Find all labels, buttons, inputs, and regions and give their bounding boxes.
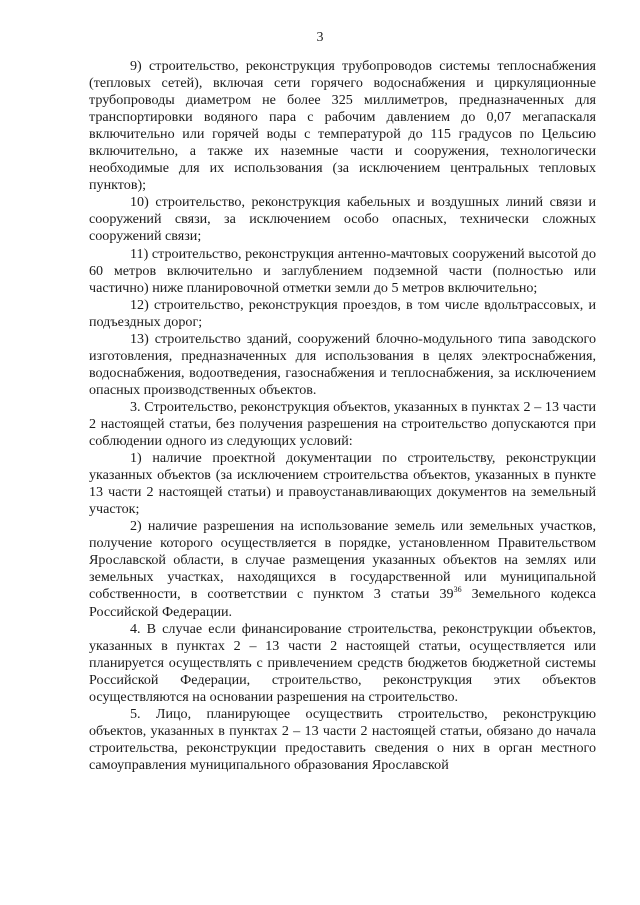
paragraph-item-10: 10) строительство, реконструкция кабельных и воздушных линий связи и сооружений связи, за исключением особо опасных, технически сложных сооружений связи; bbox=[89, 194, 596, 245]
page-number: 3 bbox=[316, 30, 324, 45]
paragraph-item-12: 12) строительство, реконструкция проездов, в том числе вдольтрассовых, и подъездных дорог; bbox=[89, 296, 596, 330]
paragraph-item-11: 11) строительство, реконструкция антенно-мачтовых сооружений высотой до 60 метров включительно и заглублением подземной части (полностью или частично) ниже планировочной отметки земли до 5 метров включительно; bbox=[89, 245, 596, 296]
paragraph-section-3: 3. Строительство, реконструкция объектов, указанных в пунктах 2 – 13 части 2 настоящей статьи, без получения разрешения на строительство допускаются при соблюдении одного из следующих условий: bbox=[89, 398, 596, 450]
document-body bbox=[89, 58, 596, 774]
paragraph-item-9: 9) строительство, реконструкция трубопроводов системы теплоснабжения (тепловых сетей), включая сети горячего водоснабжения и циркуляционные трубопроводы диаметром не более 325 миллиметров, предназначенных для транспортировки водяного пара с рабочим давлением до 0,07 мегапаскаля включительно или горячей воды с температурой до 115 градусов по Цельсию включительно, а также их наземные части и сооружения, технологически необходимые для их использования (за исключением центральных тепловых пунктов); bbox=[89, 58, 596, 194]
paragraph-condition-2-text: 2) наличие разрешения на использование земель или земельных участков, получение которого осуществляется в порядке, установленном Правительством Ярославской области, в случае размещения указанных объектов на землях или земельных участках, находящихся в государственной или муниципальной собственности, в соответствии с пунктом 3 статьи 39 bbox=[89, 518, 596, 603]
paragraph-condition-1: 1) наличие проектной документации по строительству, реконструкции указанных объектов (за исключением строительства объектов, указанных в пункте 13 части 2 настоящей статьи) и правоустанавливающих документов на земельный участок; bbox=[89, 450, 596, 518]
paragraph-condition-2-tail: Земельного кодекса Российской Федерации. bbox=[89, 586, 596, 620]
paragraph-section-5: 5. Лицо, планирующее осуществить строительство, реконструкцию объектов, указанных в пунктах 2 – 13 части 2 настоящей статьи, обязано до начала строительства, реконструкции предоставить сведения о них в орган местного самоуправления муниципального образования Ярославской bbox=[89, 705, 596, 773]
paragraph-section-4: 4. В случае если финансирование строительства, реконструкции объектов, указанных в пунктах 2 – 13 части 2 настоящей статьи, осуществляется или планируется осуществлять с привлечением средств бюджетов бюджетной системы Российской Федерации, строительство, реконструкция этих объектов осуществляются на основании разрешения на строительство. bbox=[89, 620, 596, 705]
paragraph-item-13: 13) строительство зданий, сооружений блочно-модульного типа заводского изготовления, предназначенных для использования в целях электроснабжения, водоснабжения, водоотведения, газоснабжения и теплоснабжения, за исключением опасных производственных объектов. bbox=[89, 330, 596, 398]
paragraph-condition-2 bbox=[89, 518, 596, 620]
article-superscript: 36 bbox=[453, 585, 462, 595]
